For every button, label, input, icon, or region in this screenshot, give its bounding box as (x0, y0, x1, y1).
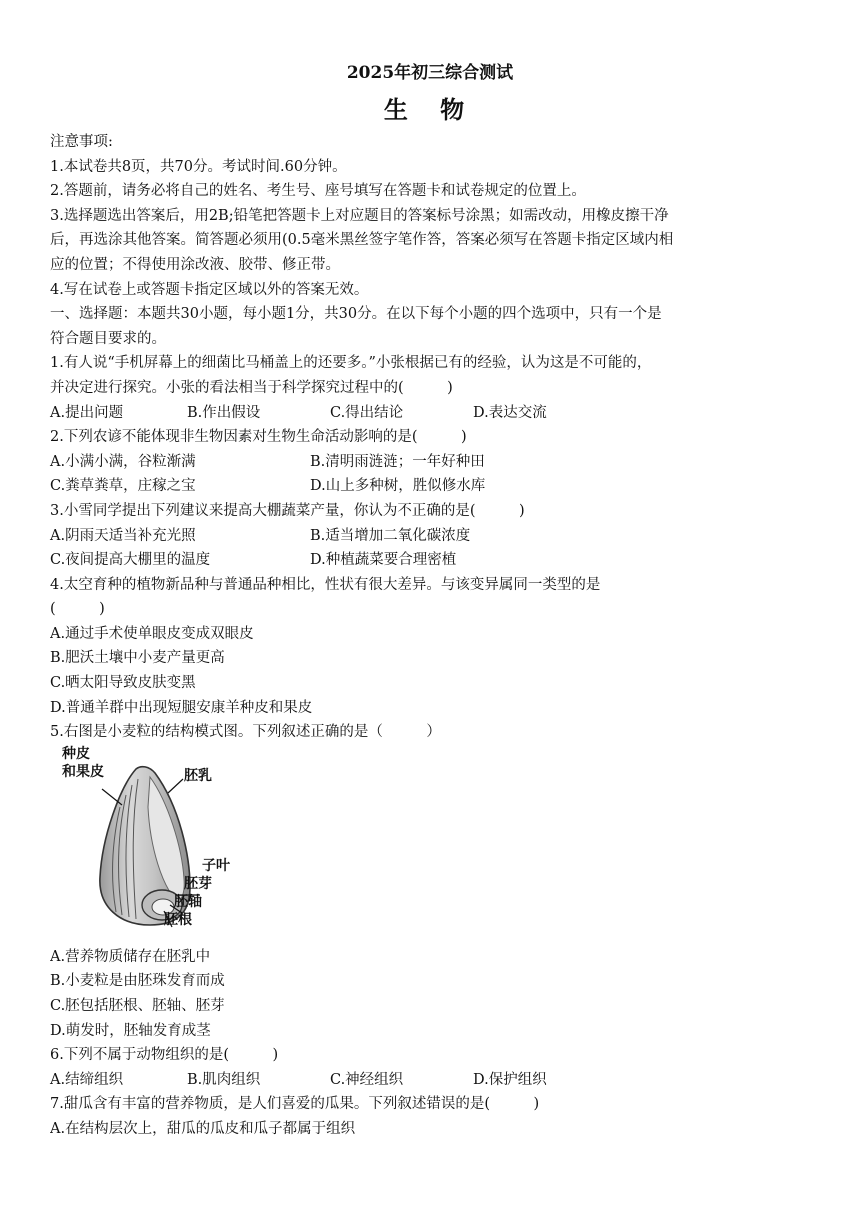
wheat-grain-figure (50, 747, 280, 943)
q4-option-a: A.通过手术使单眼皮变成双眼皮 (50, 625, 254, 642)
q1-options (50, 401, 814, 426)
q5-option-c: C.胚包括胚根、胚轴、胚芽 (50, 998, 225, 1015)
section-intro-line-2: 符合题目要求的。 (50, 330, 166, 347)
notice-item-4: 4.写在试卷上或答题卡指定区域以外的答案无效。 (50, 281, 369, 298)
q7-stem: 7.甜瓜含有丰富的营养物质，是人们喜爱的瓜果。下列叙述错误的是( ) (50, 1096, 540, 1113)
q6-stem: 6.下列不属于动物组织的是( ) (50, 1047, 279, 1064)
q2-option-b: B.清明雨涟涟；一年好种田 (310, 453, 485, 470)
q1-stem-line-1: 1.有人说“手机屏幕上的细菌比马桶盖上的还要多。”小张根据已有的经验，认为这是不可能的， (50, 355, 652, 372)
notice-item-3-line-2: 后，再选涂其他答案。简答题必须用(0.5毫米黑丝签字笔作答，答案必须写在答题卡指定区域内相 (50, 232, 674, 249)
q3-option-b: B.适当增加二氧化碳浓度 (310, 527, 471, 544)
q5-option-b: B.小麦粒是由胚珠发育而成 (50, 973, 225, 990)
section-intro-line-1: 一、选择题：本题共30小题，每小题1分，共30分。在以下每个小题的四个选项中，只有一个是 (50, 306, 662, 323)
q3-stem: 3.小雪同学提出下列建议来提高大棚蔬菜产量，你认为不正确的是( ) (50, 502, 525, 519)
q1-option-c: C.得出结论 (330, 404, 404, 421)
q2-option-a: A.小满小满，谷粒渐满 (50, 453, 196, 470)
q1-option-b: B.作出假设 (187, 404, 261, 421)
q2-options-row-2 (50, 474, 814, 499)
notice-item-3-line-3: 应的位置；不得使用涂改液、胶带、修正带。 (50, 256, 340, 273)
label-seedcoat-line-1: 种皮 (62, 745, 90, 762)
q5-option-a: A.营养物质储存在胚乳中 (50, 948, 211, 965)
label-cotyledon: 子叶 (202, 857, 230, 874)
q3-options-row-2 (50, 548, 814, 573)
notice-item-2: 2.答题前，请务必将自己的姓名、考生号、座号填写在答题卡和试卷规定的位置上。 (50, 183, 586, 200)
q6-option-b: B.肌肉组织 (187, 1071, 261, 1088)
q6-options (50, 1068, 814, 1093)
exam-title: 2025年初三综合测试 (346, 63, 514, 83)
q2-stem: 2.下列农谚不能体现非生物因素对生物生命活动影响的是( ) (50, 429, 467, 446)
q3-options-row-1 (50, 524, 814, 549)
q7-option-a: A.在结构层次上，甜瓜的瓜皮和瓜子都属于组织 (50, 1121, 356, 1137)
q1-stem-line-2: 并决定进行探究。小张的看法相当于科学探究过程中的( ) (50, 379, 453, 396)
label-endosperm: 胚乳 (184, 767, 212, 784)
q6-option-c: C.神经组织 (330, 1071, 404, 1088)
q1-option-d: D.表达交流 (473, 404, 547, 421)
exam-body (50, 130, 814, 1142)
q2-option-d: D.山上多种树，胜似修水库 (310, 478, 486, 495)
q4-stem-line-1: 4.太空育种的植物新品种与普通品种相比，性状有很大差异。与该变异属同一类型的是 (50, 576, 601, 593)
notice-heading: 注意事项: (50, 134, 113, 150)
q6-option-d: D.保护组织 (473, 1071, 547, 1088)
label-hypocotyl: 胚轴 (174, 893, 202, 910)
label-radicle: 胚根 (164, 911, 192, 928)
q3-option-d: D.种植蔬菜要合理密植 (310, 552, 457, 569)
q1-option-a: A.提出问题 (50, 404, 124, 421)
q6-option-a: A.结缔组织 (50, 1071, 124, 1088)
q3-option-a: A.阴雨天适当补充光照 (50, 527, 196, 544)
label-plumule: 胚芽 (184, 875, 212, 892)
q5-option-d: D.萌发时，胚轴发育成茎 (50, 1022, 211, 1039)
q3-option-c: C.夜间提高大棚里的温度 (50, 552, 211, 569)
notice-item-1: 1.本试卷共8页，共70分。考试时间.60分钟。 (50, 158, 347, 175)
q5-stem: 5.右图是小麦粒的结构模式图。下列叙述正确的是（ ） (50, 724, 441, 741)
leader-endosperm (168, 779, 183, 793)
q4-option-c: C.晒太阳导致皮肤变黑 (50, 675, 196, 692)
label-seedcoat-line-2: 和果皮 (62, 763, 104, 780)
notice-item-3-line-1: 3.选择题选出答案后，用2B;铅笔把答题卡上对应题目的答案标号涂黑；如需改动，用橡皮擦干净 (50, 207, 669, 224)
q2-option-c: C.粪草粪草，庄稼之宝 (50, 478, 196, 495)
q4-option-b: B.肥沃土壤中小麦产量更高 (50, 650, 225, 667)
q2-options-row-1 (50, 450, 814, 475)
q4-stem-line-2: ( ) (50, 601, 105, 618)
subject-title: 生 物 (383, 95, 477, 124)
q4-option-d: D.普通羊群中出现短腿安康羊种皮和果皮 (50, 699, 313, 716)
